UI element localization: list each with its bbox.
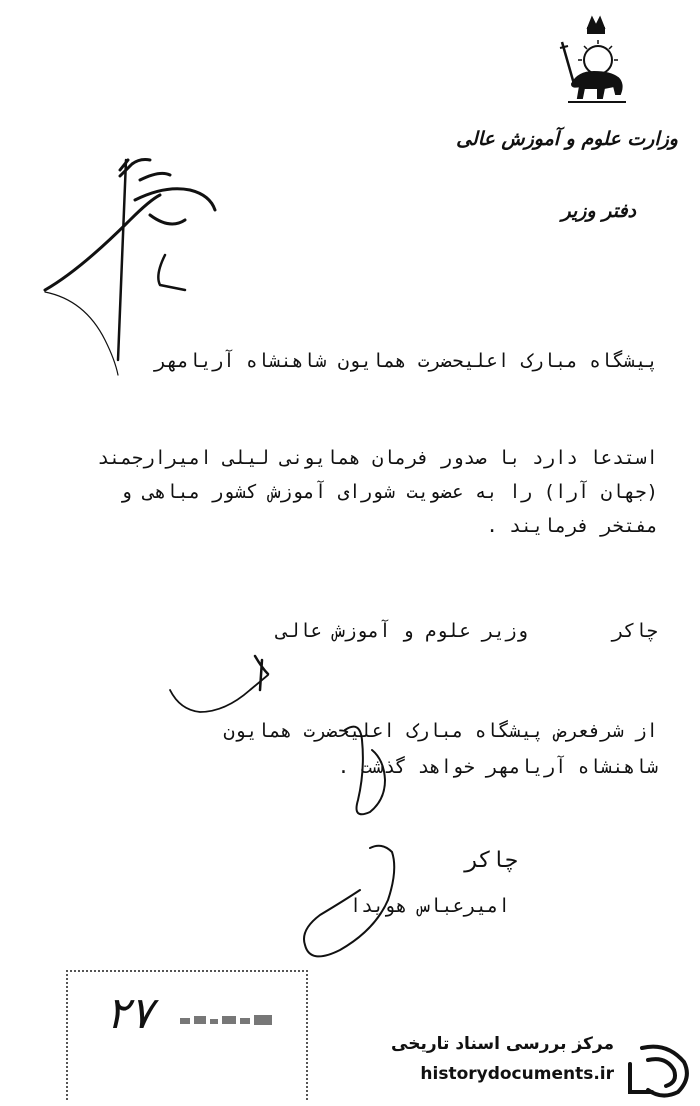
lion-and-sun-emblem-icon — [558, 14, 634, 110]
request-line: (جهان آرا) را به عضویت شورای آموزش کشور مباهی و — [120, 481, 658, 503]
request-paragraph — [58, 447, 658, 549]
approval-line: شاهنشاه آریامهر خواهد گذشت . — [337, 756, 658, 778]
document-number: ٢٧ — [106, 988, 154, 1039]
document-number-box — [66, 970, 308, 1100]
pm-name: امیرعباس هویدا — [349, 895, 510, 917]
request-line: استدعا دارد با صدور فرمان همایونی لیلی امیرارجمند — [97, 447, 658, 469]
faded-stamp-icon — [178, 1010, 276, 1030]
letterhead-office: دفتر وزیر — [561, 200, 636, 222]
approval-paragraph — [58, 720, 658, 792]
pm-chaker: چاکر — [465, 848, 518, 873]
letterhead-ministry: وزارت علوم و آموزش عالی — [456, 128, 678, 150]
watermark-archive-name: مرکز بررسی اسناد تاریخی — [391, 1034, 614, 1054]
watermark-url-link[interactable]: historydocuments.ir — [420, 1064, 614, 1084]
sender-title: وزیر علوم و آموزش عالی — [276, 620, 528, 642]
request-line: مفتخر فرمایند . — [486, 515, 658, 537]
salutation-line: پیشگاه مبارک اعلیحضرت همایون شاهنشاه آریامهر — [154, 350, 658, 372]
approval-line: از شرفعرض پیشگاه مبارک اعلیحضرت همایون — [223, 720, 658, 742]
archive-logo-icon — [622, 1040, 692, 1098]
sender-signature-line — [58, 620, 658, 650]
sender-chaker: چاکر — [612, 620, 658, 642]
